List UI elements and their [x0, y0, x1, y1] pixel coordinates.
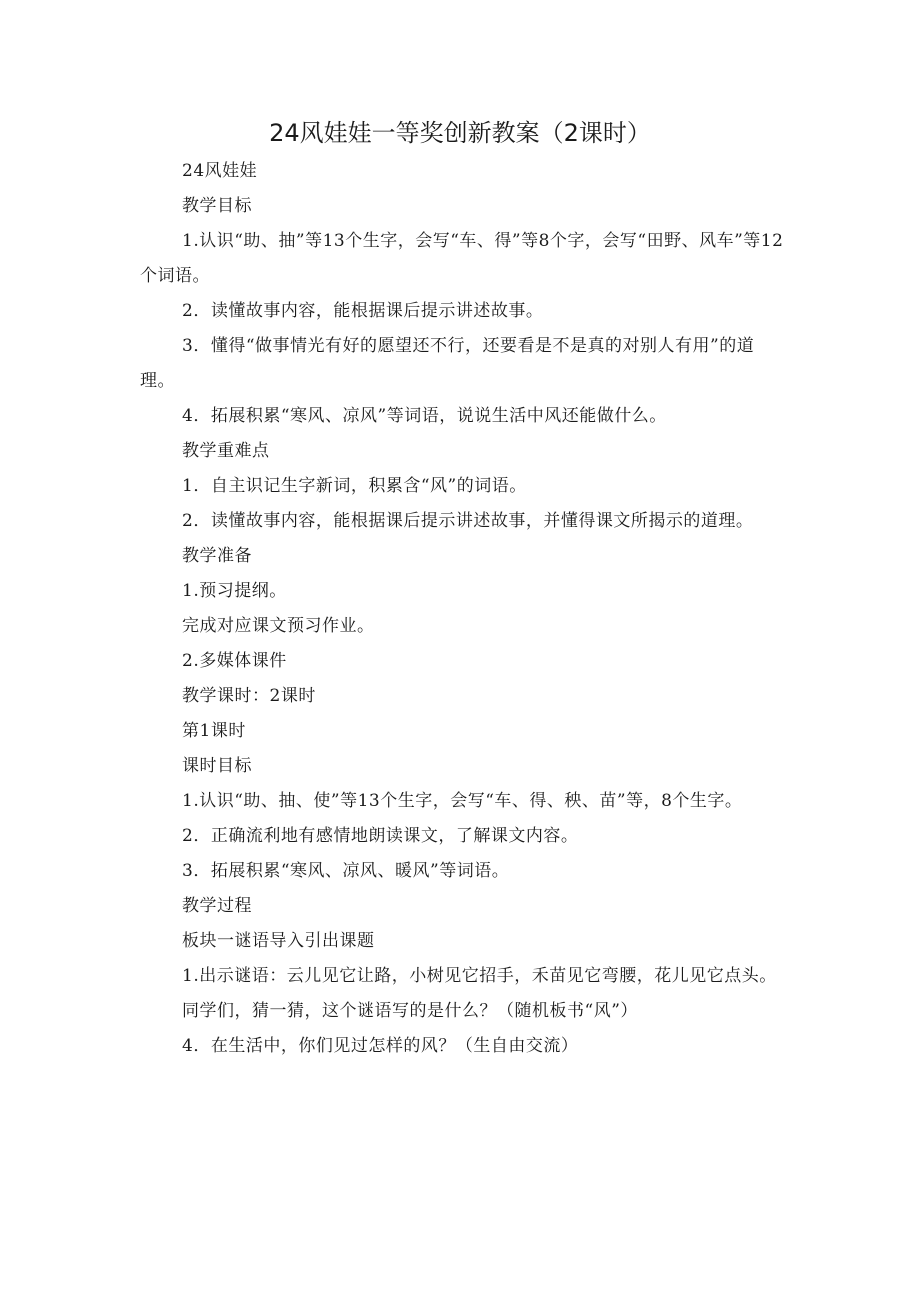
paragraph: 4．拓展积累“寒风、凉风”等词语，说说生活中风还能做什么。 — [182, 406, 667, 426]
paragraph: 1.预习提纲。 — [182, 581, 287, 601]
paragraph: 2．正确流利地有感情地朗读课文，了解课文内容。 — [182, 826, 579, 846]
document-title: 24风娃娃一等奖创新教案（2课时） — [269, 119, 651, 147]
paragraph: 3．懂得“做事情光有好的愿望还不行，还要看是不是真的对别人有用”的道理。 — [140, 336, 755, 391]
section-heading: 板块一谜语导入引出课题 — [182, 931, 375, 951]
paragraph: 2．读懂故事内容，能根据课后提示讲述故事，并懂得课文所揭示的道理。 — [182, 511, 754, 531]
paragraph: 1．自主识记生字新词，积累含“风”的词语。 — [182, 476, 527, 496]
paragraph: 4．在生活中，你们见过怎样的风？（生自由交流） — [182, 1036, 579, 1056]
section-heading: 教学重难点 — [182, 441, 270, 461]
paragraph: 同学们，猜一猜，这个谜语写的是什么？（随机板书“风”） — [182, 1001, 638, 1021]
section-heading: 教学课时：2课时 — [182, 686, 316, 706]
section-heading: 教学过程 — [182, 896, 252, 916]
paragraph: 24风娃娃 — [182, 161, 258, 181]
section-heading: 教学目标 — [182, 196, 252, 216]
paragraph: 2．读懂故事内容，能根据课后提示讲述故事。 — [182, 301, 544, 321]
paragraph: 2.多媒体课件 — [182, 651, 287, 671]
document-body — [140, 154, 786, 1064]
section-heading: 第1课时 — [182, 721, 246, 741]
section-heading: 教学准备 — [182, 546, 252, 566]
paragraph: 完成对应课文预习作业。 — [182, 616, 375, 636]
paragraph: 1.认识“助、抽、使”等13个生字，会写“车、得、秧、苗”等，8个生字。 — [182, 791, 743, 811]
paragraph: 3．拓展积累“寒风、凉风、暖风”等词语。 — [182, 861, 510, 881]
section-heading: 课时目标 — [182, 756, 252, 776]
paragraph: 1.认识“助、抽”等13个生字，会写“车、得”等8个字，会写“田野、风车”等12个词语。 — [140, 231, 784, 286]
paragraph: 1.出示谜语：云儿见它让路，小树见它招手，禾苗见它弯腰，花儿见它点头。 — [182, 966, 777, 986]
